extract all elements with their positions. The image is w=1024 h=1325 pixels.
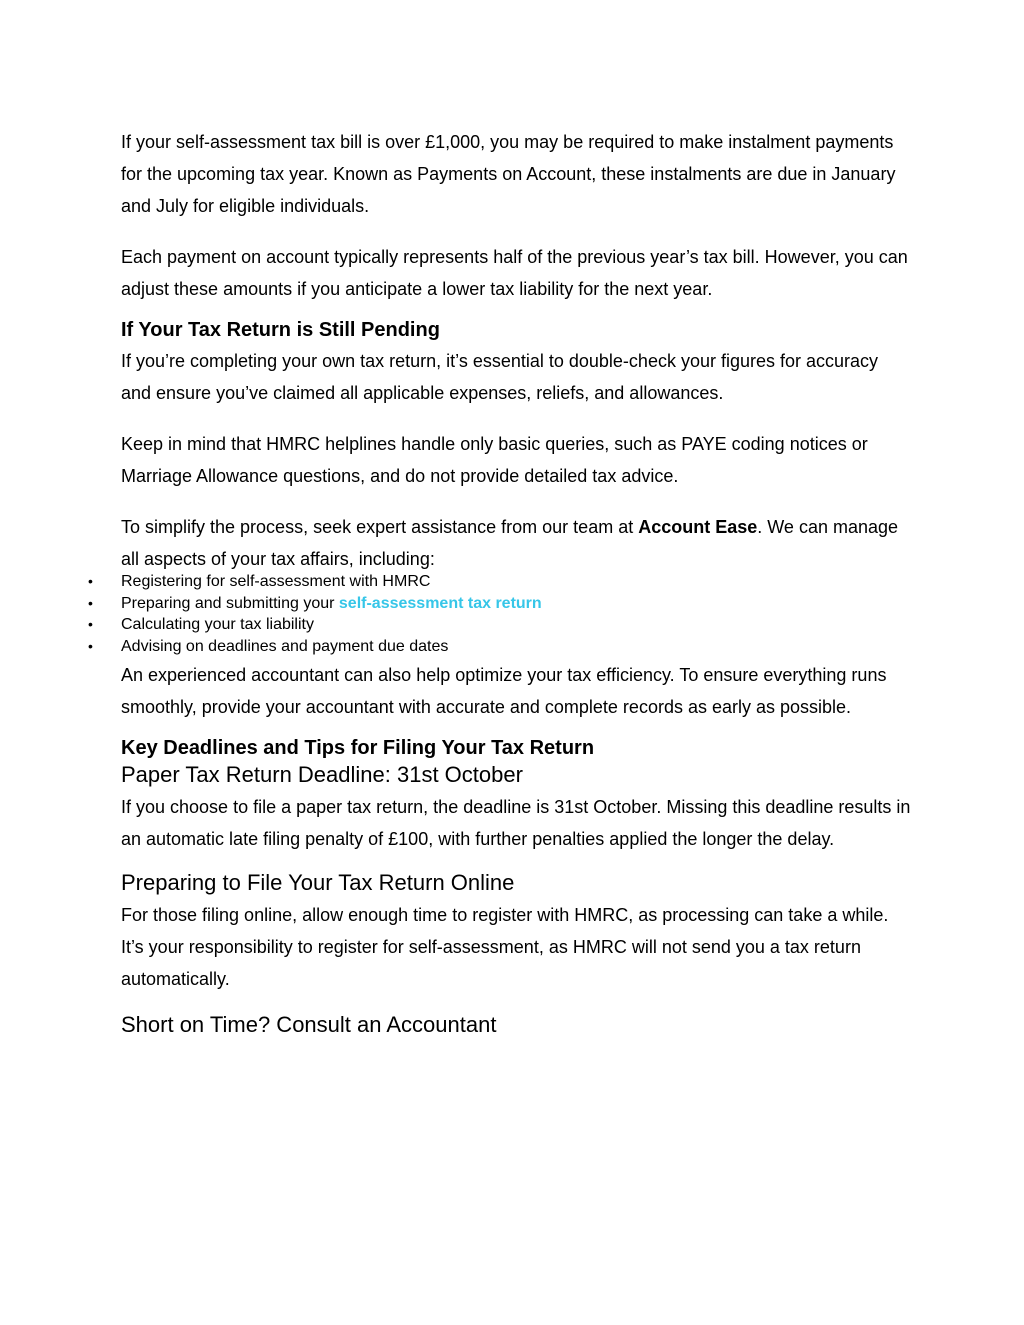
list-item: [88, 593, 911, 615]
heading-paper-deadline: Paper Tax Return Deadline: 31st October: [121, 762, 523, 787]
heading-still-pending: If Your Tax Return is Still Pending: [121, 319, 440, 341]
list-item: [88, 614, 911, 636]
paragraph-expert-assistance: [121, 511, 911, 575]
paragraph-double-check: If you’re completing your own tax return, it’s essential to double-check your figures for accuracy and ensure you’ve claimed all applicable expenses, reliefs, and allowances.: [121, 351, 879, 403]
heading-key-deadlines: Key Deadlines and Tips for Filing Your Tax Return: [121, 737, 595, 759]
list-item-label: Calculating your tax liability: [121, 616, 314, 633]
heading-short-on-time: Short on Time? Consult an Accountant: [121, 1012, 497, 1037]
paragraph-payments-on-account: If your self-assessment tax bill is over £1,000, you may be required to make instalment payments for the upcoming tax year. Known as Payments on Account, these instalments are due in January and July for eligible individuals.: [121, 132, 896, 216]
bullet-icon: •: [88, 594, 93, 611]
list-item-label: Advising on deadlines and payment due dates: [121, 637, 449, 655]
bullet-icon: •: [88, 637, 93, 654]
self-assessment-link[interactable]: self-assessment tax return: [338, 594, 542, 612]
bullet-icon: •: [88, 573, 93, 589]
list-item: [88, 571, 911, 593]
paragraph-paper-return: If you choose to file a paper tax return, the deadline is 31st October. Missing this deadline results in an automatic late filing penalty of £100, with further penalties applied the longer the delay.: [121, 797, 911, 849]
list-item: [88, 636, 911, 658]
list-item-label: Registering for self-assessment with HMRC: [121, 573, 431, 590]
document-content: [88, 126, 911, 1039]
company-name: Account Ease: [638, 517, 758, 537]
services-list: [88, 571, 911, 657]
paragraph-hmrc-helplines: Keep in mind that HMRC helplines handle only basic queries, such as PAYE coding notices or Marriage Allowance questions, and do not provide detailed tax advice.: [121, 434, 868, 486]
bullet-icon: •: [88, 616, 93, 632]
paragraph-payment-half: Each payment on account typically represents half of the previous year’s tax bill. However, you can adjust these amounts if you anticipate a lower tax liability for the next year.: [121, 247, 908, 299]
paragraph-experienced-accountant: An experienced accountant can also help optimize your tax efficiency. To ensure everything runs smoothly, provide your accountant with accurate and complete records as early as possible.: [121, 665, 887, 717]
paragraph-filing-online: For those filing online, allow enough time to register with HMRC, as processing can take a while. It’s your responsibility to register for self-assessment, as HMRC will not send you a tax return automatically.: [121, 905, 889, 989]
list-item-label: Preparing and submitting your: [121, 594, 339, 612]
heading-file-online: Preparing to File Your Tax Return Online: [121, 870, 515, 895]
expert-assistance-text: To simplify the process, seek expert assistance from our team at: [121, 517, 639, 537]
expert-assistance-text-end: . We can manage all aspects of your tax affairs, including:: [121, 517, 899, 569]
